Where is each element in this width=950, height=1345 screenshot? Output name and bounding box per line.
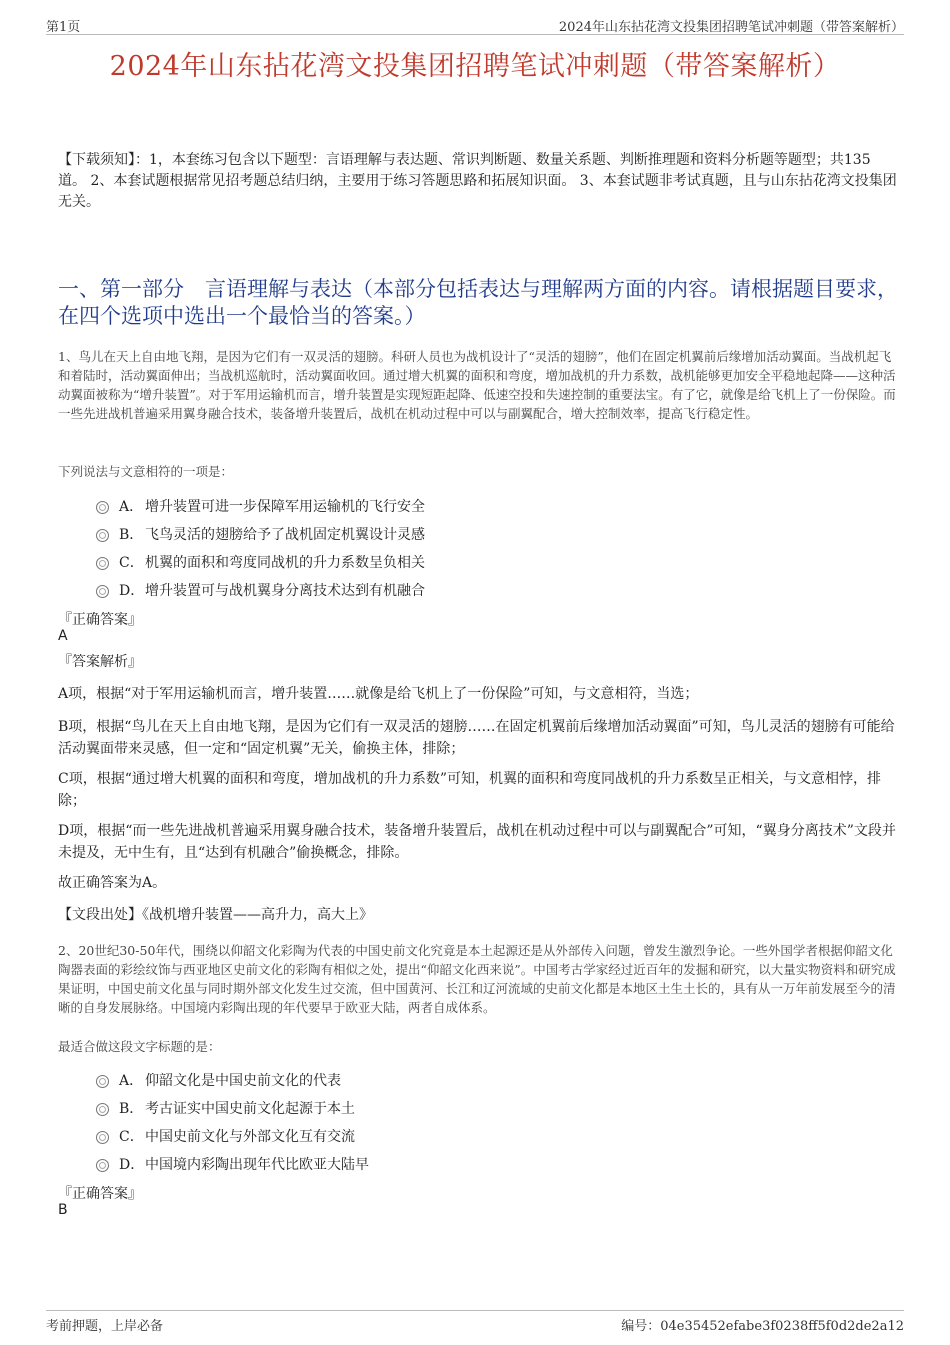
q1-answer: A bbox=[58, 628, 68, 644]
q2-question: 最适合做这段文字标题的是： bbox=[58, 1039, 221, 1054]
document-title: 2024年山东拈花湾文投集团招聘笔试冲刺题（带答案解析） bbox=[109, 51, 841, 82]
section-heading: 一、第一部分 言语理解与表达（本部分包括表达与理解两方面的内容。请根据题目要求，在四个选项中选出一个最恰当的答案。） bbox=[58, 277, 898, 328]
radio-icon[interactable] bbox=[96, 501, 109, 514]
q1-options bbox=[96, 492, 796, 604]
radio-icon[interactable] bbox=[96, 557, 109, 570]
q1-option-c[interactable]: C． 机翼的面积和弯度同战机的升力系数呈负相关 bbox=[96, 548, 796, 576]
radio-icon[interactable] bbox=[96, 585, 109, 598]
q1-option-d[interactable]: D． 增升装置可与战机翼身分离技术达到有机融合 bbox=[96, 576, 796, 604]
q2-answer-label: 『正确答案』 bbox=[58, 1186, 142, 1202]
q2-option-b[interactable]: B． 考古证实中国史前文化起源于本土 bbox=[96, 1094, 796, 1122]
q2-option-d[interactable]: D． 中国境内彩陶出现年代比欧亚大陆早 bbox=[96, 1150, 796, 1178]
radio-icon[interactable] bbox=[96, 1103, 109, 1116]
footer-slogan: 考前押题，上岸必备 bbox=[46, 1319, 164, 1334]
radio-icon[interactable] bbox=[96, 529, 109, 542]
q1-analysis-c: C项，根据“通过增大机翼的面积和弯度，增加战机的升力系数”可知，机翼的面积和弯度同战机的升力系数呈正相关，与文意相悖，排除； bbox=[58, 771, 882, 809]
q2-answer: B bbox=[58, 1202, 68, 1218]
q2-option-a[interactable]: A． 仰韶文化是中国史前文化的代表 bbox=[96, 1066, 796, 1094]
q1-option-b[interactable]: B． 飞鸟灵活的翅膀给予了战机固定机翼设计灵感 bbox=[96, 520, 796, 548]
page-number: 第1页 bbox=[46, 20, 81, 35]
footer-doc-id: 编号：04e35452efabe3f0238ff5f0d2de2a12 bbox=[621, 1319, 904, 1334]
q1-analysis-a: A项，根据“对于军用运输机而言，增升装置……就像是给飞机上了一份保险”可知，与文意相符，当选； bbox=[58, 686, 699, 702]
q1-question: 下列说法与文意相符的一项是： bbox=[58, 464, 234, 479]
q2-options bbox=[96, 1066, 796, 1178]
page-footer bbox=[46, 1310, 904, 1334]
q2-passage: 2、20世纪30-50年代，围绕以仰韶文化彩陶为代表的中国史前文化究竟是本土起源还是从外部传入问题，曾发生激烈争论。一些外国学者根据仰韶文化陶器表面的彩绘纹饰与西亚地区史前文化的彩陶有相似之处，提出“仰韶文化西来说”。中国考古学家经过近百年的发掘和研究，以大量实物资料和研究成果证明，中国史前文化虽与同时期外部文化发生过交流，但中国黄河、长江和辽河流域的史前文化都是本地区土生土长的，具有从一万年前发展至今的清晰的自身发展脉络。中国境内彩陶出现的年代要早于欧亚大陆，两者自成体系。 bbox=[58, 943, 896, 1015]
q1-analysis-b: B项，根据“鸟儿在天上自由地飞翔，是因为它们有一双灵活的翅膀……在固定机翼前后缘增加活动翼面”可知，鸟儿灵活的翅膀有可能给活动翼面带来灵感，但一定和“固定机翼”无关，偷换主体，排除； bbox=[58, 719, 895, 757]
radio-icon[interactable] bbox=[96, 1159, 109, 1172]
q1-source: 【文段出处】《战机增升装置——高升力，高大上》 bbox=[58, 907, 373, 923]
page-header bbox=[46, 14, 904, 35]
q1-answer-label: 『正确答案』 bbox=[58, 612, 142, 628]
download-notice: 【下载须知】：1，本套练习包含以下题型：言语理解与表达题、常识判断题、数量关系题、判断推理题和资料分析题等题型；共135道。 2、本套试题根据常见招考题总结归纳，主要用于练习答题思路和拓展知识面。 3、本套试题非考试真题，且与山东拈花湾文投集团无关。 bbox=[58, 152, 897, 210]
q1-analysis-d: D项，根据“而一些先进战机普遍采用翼身融合技术，装备增升装置后，战机在机动过程中可以与副翼配合”可知，“翼身分离技术”文段并未提及，无中生有，且“达到有机融合”偷换概念，排除。 bbox=[58, 823, 896, 861]
radio-icon[interactable] bbox=[96, 1131, 109, 1144]
q1-option-a[interactable]: A． 增升装置可进一步保障军用运输机的飞行安全 bbox=[96, 492, 796, 520]
radio-icon[interactable] bbox=[96, 1075, 109, 1088]
header-doc-title: 2024年山东拈花湾文投集团招聘笔试冲刺题（带答案解析） bbox=[558, 20, 904, 35]
q1-passage: 1、鸟儿在天上自由地飞翔，是因为它们有一双灵活的翅膀。科研人员也为战机设计了“灵活的翅膀”，他们在固定机翼前后缘增加活动翼面。当战机起飞和着陆时，活动翼面伸出；当战机巡航时，活动翼面收回。通过增大机翼的面积和弯度，增加战机的升力系数，战机能够更加安全平稳地起降——这种活动翼面被称为“增升装置”。对于军用运输机而言，增升装置是实现短距起降、低速空投和失速控制的重要法宝。有了它，就像是给飞机上了一份保险。而一些先进战机普遍采用翼身融合技术，装备增升装置后，战机在机动过程中可以与副翼配合，增大控制效率，提高飞行稳定性。 bbox=[58, 349, 896, 421]
q1-analysis-label: 『答案解析』 bbox=[58, 654, 142, 670]
q1-conclusion: 故正确答案为A。 bbox=[58, 875, 167, 891]
q2-option-c[interactable]: C． 中国史前文化与外部文化互有交流 bbox=[96, 1122, 796, 1150]
